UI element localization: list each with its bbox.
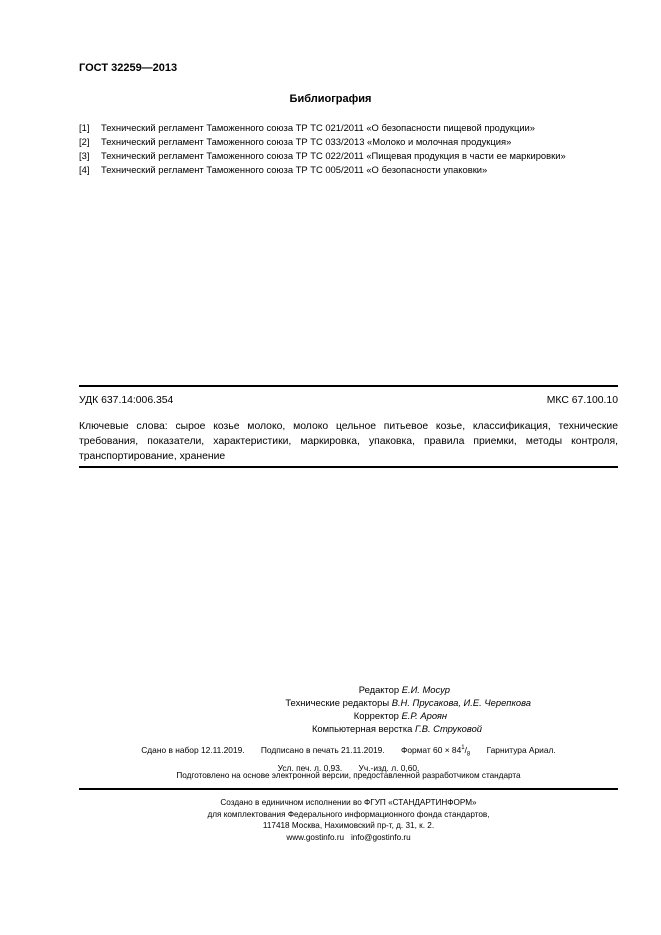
bibliography-item <box>79 149 619 163</box>
format-prefix: Формат 60 × 84 <box>400 744 462 755</box>
publication-line-1 <box>79 741 618 761</box>
tech-editors-label: Технические редакторы <box>285 697 390 708</box>
format-numerator: 1 <box>461 745 465 751</box>
tech-editors-names: В.Н. Прусакова, И.Е. Черепкова <box>391 697 531 708</box>
editor-name: Е.И. Мосур <box>401 684 450 695</box>
corrector-label: Корректор <box>353 710 399 721</box>
bibliography-item-number: [2] <box>79 136 90 147</box>
footer-line-2: для комплектования Федерального информационного фонда стандартов, <box>207 809 490 819</box>
editors-block <box>130 683 560 735</box>
layout-name: Г.В. Струковой <box>414 723 482 734</box>
signed-date: Подписано в печать 21.11.2019. <box>260 744 385 755</box>
corrector-name: Е.Р. Ароян <box>401 710 447 721</box>
format-denominator: 8 <box>466 751 471 758</box>
publisher-footer <box>79 797 618 843</box>
bibliography-item-text: Технический регламент Таможенного союза ТР ТС 022/2011 «Пищевая продукция в части ее маркировки» <box>101 150 566 161</box>
bibliography-item <box>79 135 619 149</box>
editor-label: Редактор <box>358 684 400 695</box>
paper-format: Формат $60 \times 84^1/_8$ <box>400 744 471 758</box>
set-date: Сдано в набор 12.11.2019. <box>141 744 245 755</box>
edition-sheets: Уч.-изд. л. 0,60. <box>358 763 420 774</box>
divider-middle <box>79 466 618 468</box>
bibliography-list <box>79 121 619 177</box>
footer-line-1: Создано в единичном исполнении во ФГУП «СТАНДАРТИНФОРМ» <box>220 798 477 807</box>
divider-bottom <box>79 788 618 790</box>
preparation-note: Подготовлено на основе электронной версии, предоставленной разработчиком стандарта <box>176 771 521 780</box>
editor-line <box>130 683 560 696</box>
keywords-text: Ключевые слова: сырое козье молоко, молоко цельное питьевое козье, классификация, технические требования, показатели, характеристики, маркировка, упаковка, правила приемки, методы контроля, транспортирование, хранение <box>79 421 618 462</box>
footer-address: 117418 Москва, Нахимовский пр-т, д. 31, к. 2. <box>262 821 435 830</box>
printed-sheets: Усл. печ. л. 0,93. <box>277 763 343 774</box>
bibliography-item-number: [3] <box>79 150 90 161</box>
classification-row <box>79 395 618 406</box>
bibliography-item <box>79 121 619 135</box>
divider-top <box>79 385 618 387</box>
footer-contacts <box>79 832 618 844</box>
bibliography-item-text: Технический регламент Таможенного союза ТР ТС 005/2011 «О безопасности упаковки» <box>101 164 488 175</box>
bibliography-item-text: Технический регламент Таможенного союза ТР ТС 021/2011 «О безопасности пищевой продукции» <box>101 122 536 133</box>
udk-code: УДК 637.14:006.354 <box>79 395 174 406</box>
layout-line <box>130 722 560 735</box>
typeface: Гарнитура Ариал. <box>486 744 556 755</box>
corrector-line <box>130 709 560 722</box>
bibliography-item-text: Технический регламент Таможенного союза ТР ТС 033/2013 «Молоко и молочная продукция» <box>101 136 512 147</box>
document-code: ГОСТ 32259—2013 <box>79 62 178 74</box>
bibliography-item-number: [4] <box>79 164 90 175</box>
bibliography-item <box>79 163 619 177</box>
layout-label: Компьютерная верстка <box>311 723 413 734</box>
bibliography-title: Библиография <box>289 93 372 105</box>
email-link[interactable]: info@gostinfo.ru <box>350 832 411 842</box>
tech-editors-line <box>130 696 560 709</box>
bibliography-item-number: [1] <box>79 122 90 133</box>
website-link[interactable]: www.gostinfo.ru <box>286 832 345 842</box>
mks-code: МКС 67.100.10 <box>546 395 618 406</box>
